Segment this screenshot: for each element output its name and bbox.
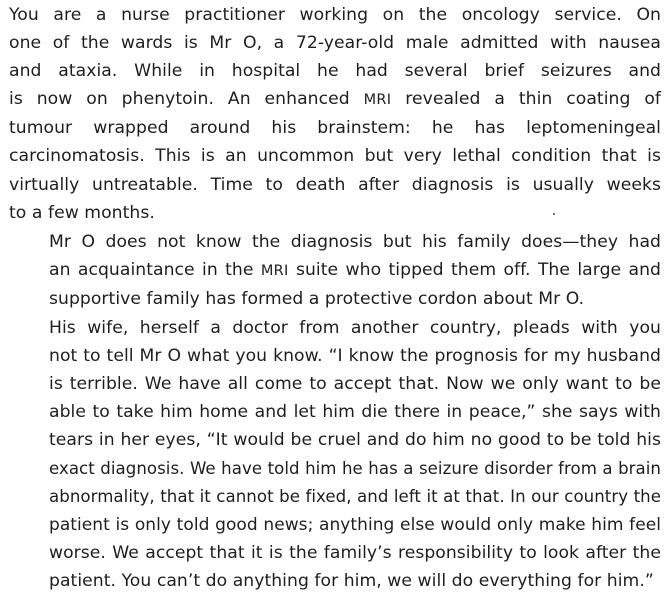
text-line: able to take him home and let him die there in peace,” she says with (49, 402, 661, 423)
text-line: exact diagnosis. We have told him he has a seizure disorder from a brain (49, 458, 661, 478)
text-line: an acquaintance in the MRI suite who tipped them off. The large and (49, 259, 661, 280)
text-line: is terrible. We have all come to accept that. Now we only want to be (49, 374, 661, 395)
text-line: virtually untreatable. Time to death after diagnosis is usually weeks (9, 174, 661, 195)
text-line: worse. We accept that it is the family’s responsibility to look after the (49, 542, 661, 563)
paragraph-case-intro (9, 0, 661, 227)
text-line: abnormality, that it cannot be fixed, and left it at that. In our country the (49, 486, 661, 506)
text-line: Mr O does not know the diagnosis but his family does—they had (49, 231, 661, 252)
text-line: tears in her eyes, “It would be cruel and do him no good to be told his (49, 430, 661, 451)
text-line: is now on phenytoin. An enhanced MRI revealed a thin coating of (9, 89, 661, 110)
scan-speck (553, 213, 555, 215)
text-line: You are a nurse practitioner working on the oncology service. On (9, 5, 661, 25)
document-page (9, 0, 661, 595)
paragraph-wife-plea (9, 313, 661, 595)
text-line: one of the wards is Mr O, a 72-year-old male admitted with nausea (9, 33, 661, 54)
text-line: not to tell Mr O what you know. “I know the prognosis for my husband (49, 346, 661, 367)
text-line: patient. You can’t do anything for him, we will do everything for him.” (49, 570, 654, 591)
text-line: His wife, herself a doctor from another country, pleads with you (49, 318, 661, 339)
text-line: and ataxia. While in hospital he had several brief seizures and (9, 61, 661, 82)
text-line: carcinomatosis. This is an uncommon but very lethal condition that is (9, 146, 661, 167)
text-line: to a few months. (9, 202, 155, 223)
text-line: supportive family has formed a protective cordon about Mr O. (49, 288, 585, 309)
paragraph-family-knowledge (9, 227, 661, 313)
text-line: tumour wrapped around his brainstem: he has leptomeningeal (9, 118, 661, 139)
text-line: patient is only told good news; anything else would only make him feel (49, 514, 661, 535)
